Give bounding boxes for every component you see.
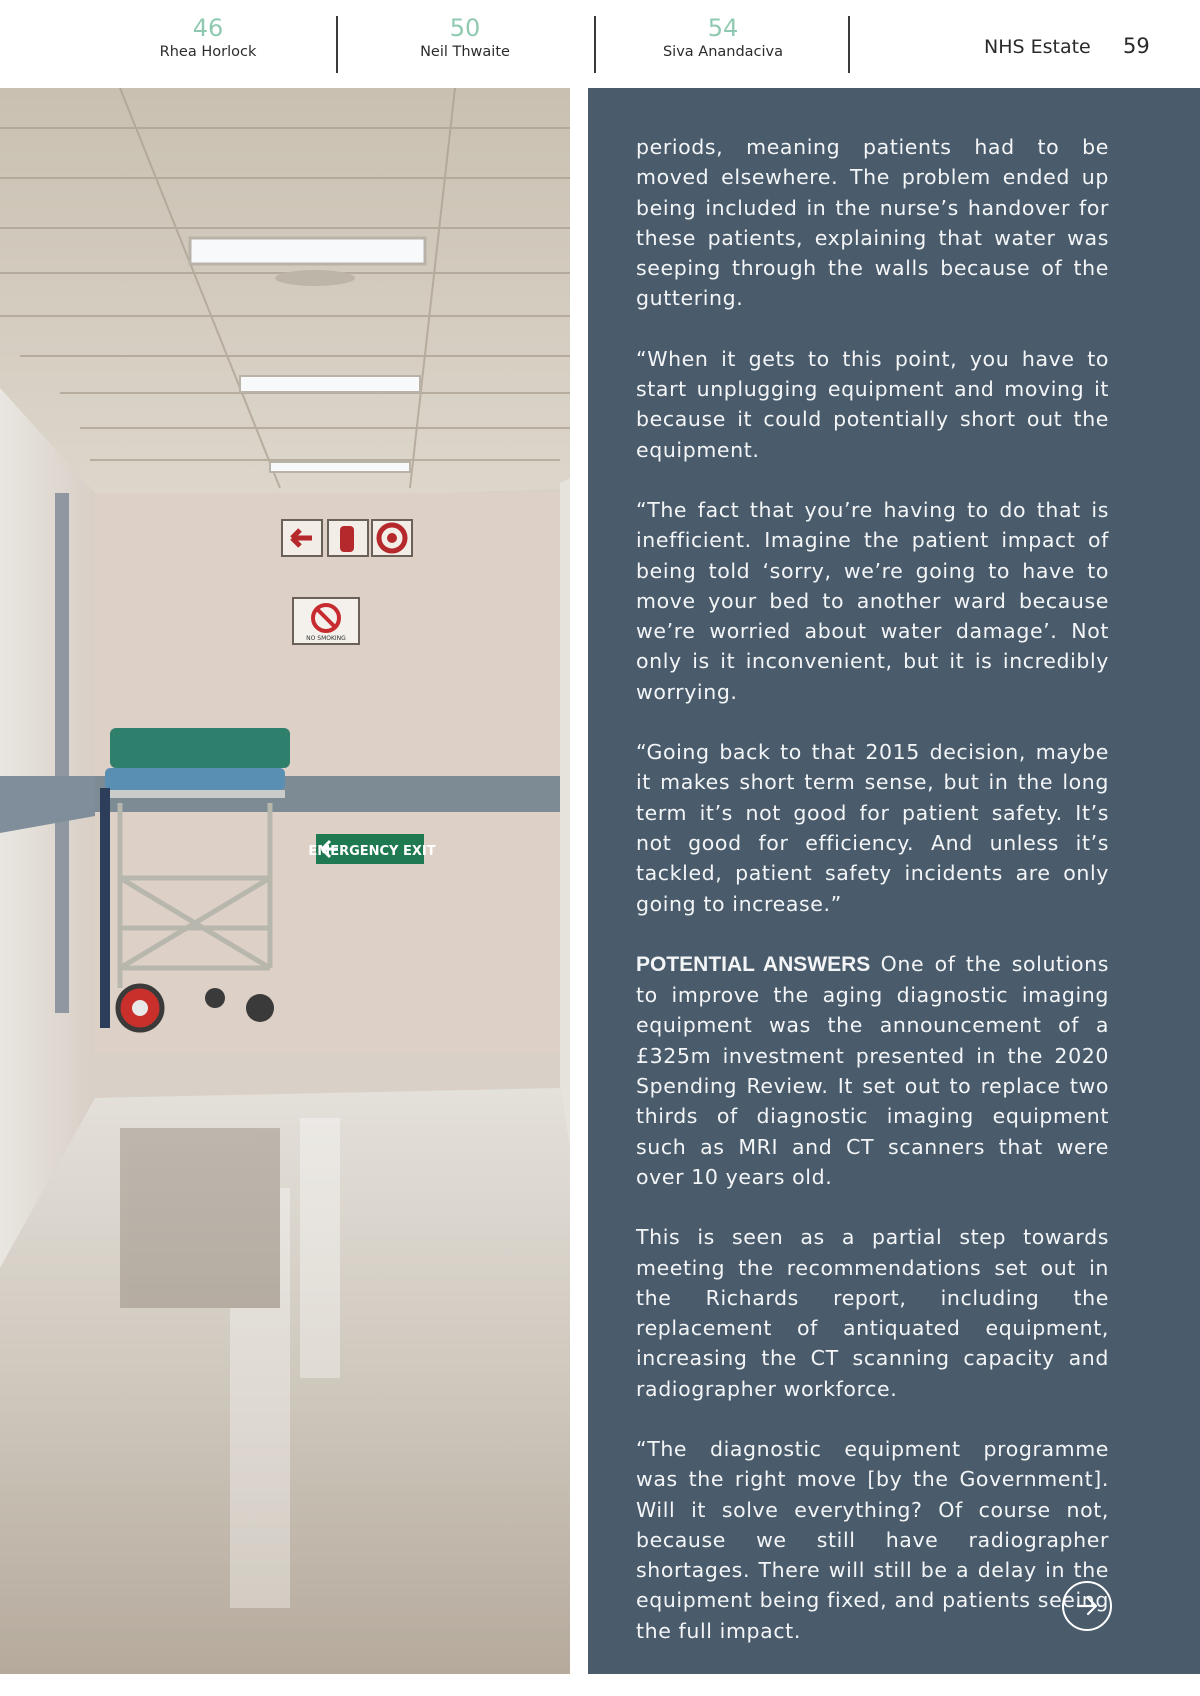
subheading-potential-answers: POTENTIAL ANSWERS bbox=[636, 952, 871, 976]
nav-divider bbox=[848, 16, 850, 73]
nav-divider bbox=[594, 16, 596, 73]
article-paragraph bbox=[636, 949, 1109, 1192]
nav-author-name: Rhea Horlock bbox=[159, 44, 257, 60]
nav-author-name: Siva Anandaciva bbox=[662, 44, 784, 60]
section-title: NHS Estate bbox=[984, 36, 1091, 58]
hospital-corridor-photo bbox=[0, 88, 570, 1674]
article-paragraph: This is seen as a partial step towards meeting the recommendations set out in the Richards report, including the replacement of antiquated equipment, increasing the CT scanning capacity and radiographer workforce. bbox=[636, 1225, 1109, 1401]
nav-author-name: Neil Thwaite bbox=[420, 44, 510, 60]
next-page-button[interactable] bbox=[1062, 1581, 1112, 1631]
article-panel bbox=[588, 88, 1200, 1674]
article-paragraph: “The fact that you’re having to do that is inefficient. Imagine the patient impact of being told ‘sorry, we’re going to have to move your bed to another ward because we’re worried about water damage’. Not only is it inconvenient, but it is incredibly worrying. bbox=[636, 497, 1109, 704]
nav-page-number: 46 bbox=[192, 14, 224, 42]
nav-link-siva-anandaciva[interactable] bbox=[648, 14, 798, 62]
arrow-right-circle-icon bbox=[1073, 1592, 1101, 1620]
nav-link-neil-thwaite[interactable] bbox=[405, 14, 525, 62]
article-paragraph: “Going back to that 2015 decision, maybe it makes short term sense, but in the long term it’s not good for patient safety. It’s not good for efficiency. And unless it’s tackled, patient safety incidents are only going to increase.” bbox=[636, 740, 1109, 916]
article-paragraph: “The diagnostic equipment programme was the right move [by the Government]. Will it solve everything? Of course not, because we still have radiographer shortages. There will still be a delay in the equipment being fixed, and patients seeing the full impact. bbox=[636, 1436, 1109, 1643]
nav-divider bbox=[336, 16, 338, 73]
nav-page-number: 50 bbox=[449, 14, 481, 42]
top-navigation bbox=[0, 0, 1200, 88]
no-smoking-sign: NO SMOKING bbox=[306, 635, 346, 642]
page-number: 59 bbox=[1123, 34, 1150, 58]
article-paragraph-text: One of the solutions to improve the aging diagnostic imaging equipment was the announcement of a £325m investment presented in the 2020 Spending Review. It set out to replace two thirds of diagnostic imaging equipment such as MRI and CT scanners that were over 10 years old. bbox=[636, 951, 1110, 1189]
nav-page-number: 54 bbox=[707, 14, 739, 42]
emergency-exit-sign: EMERGENCY EXIT bbox=[308, 844, 436, 859]
article-paragraph: “When it gets to this point, you have to start unplugging equipment and moving it because it could potentially short out the equipment. bbox=[636, 346, 1109, 462]
article-paragraph: periods, meaning patients had to be moved elsewhere. The problem ended up being included in the nurse’s handover for these patients, explaining that water was seeping through the walls because of the guttering. bbox=[636, 135, 1109, 311]
article-body bbox=[636, 132, 1109, 1676]
corridor-illustration bbox=[0, 88, 570, 1674]
nav-link-rhea-horlock[interactable] bbox=[148, 14, 268, 62]
